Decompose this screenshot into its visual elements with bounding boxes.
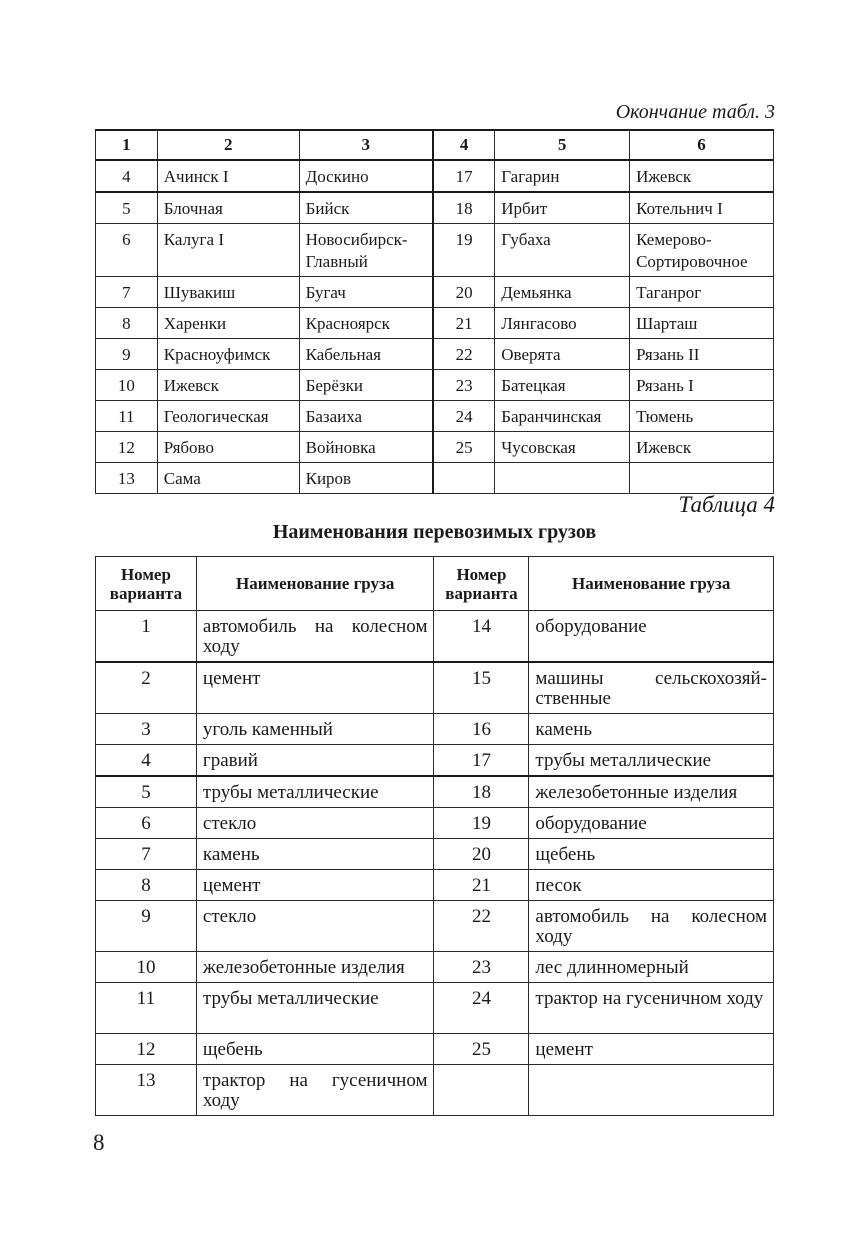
table-row (96, 714, 774, 745)
table-cell: 19 (433, 224, 495, 277)
table-cell: песок (529, 870, 774, 901)
table-cell: Ирбит (495, 192, 630, 224)
table-cell: 12 (96, 1034, 197, 1065)
column-header: 5 (495, 130, 630, 160)
table-cell: Гагарин (495, 160, 630, 192)
column-header-cargo: Наименование груза (529, 557, 774, 611)
table-cell: Берёзки (299, 370, 433, 401)
table-row (96, 339, 774, 370)
table-cell: Бийск (299, 192, 433, 224)
table-cell: Демьянка (495, 277, 630, 308)
cargo-table (95, 556, 774, 1116)
table-caption: Таблица 4 (678, 492, 775, 517)
table-cell (529, 1065, 774, 1116)
table-cell: Чусовская (495, 432, 630, 463)
table-cell: Рязань II (630, 339, 774, 370)
table-cell: 11 (96, 983, 197, 1034)
table-cell: 9 (96, 339, 158, 370)
table-cell: 10 (96, 370, 158, 401)
table-cell (433, 463, 495, 494)
table-row (96, 160, 774, 192)
table-cell: Доскино (299, 160, 433, 192)
table-row (96, 370, 774, 401)
table-row (96, 1065, 774, 1116)
table-cell: Кемерово-Сортировочное (630, 224, 774, 277)
table-cell: 8 (96, 870, 197, 901)
table-cell: Батецкая (495, 370, 630, 401)
table-cell: машины сельскохозяй-ственные (529, 662, 774, 714)
table-row (96, 983, 774, 1034)
table-cell: Рябово (157, 432, 299, 463)
table-cell: трубы металлические (529, 745, 774, 777)
table-cell: 18 (433, 192, 495, 224)
table-cell (630, 463, 774, 494)
table-row (96, 662, 774, 714)
table-cell: Ижевск (630, 432, 774, 463)
table-cell: 6 (96, 808, 197, 839)
table-row (96, 870, 774, 901)
table-cell: 9 (96, 901, 197, 952)
table-cell: Войновка (299, 432, 433, 463)
table-cell: Рязань I (630, 370, 774, 401)
table-header-row (96, 130, 774, 160)
table-cell: 13 (96, 463, 158, 494)
table-cell: Тюмень (630, 401, 774, 432)
table-cell: гравий (196, 745, 434, 777)
table-header-row (96, 557, 774, 611)
table-cell: 17 (434, 745, 529, 777)
table-cell: 20 (434, 839, 529, 870)
table-cell (495, 463, 630, 494)
table-cell: оборудование (529, 808, 774, 839)
table-cell: 8 (96, 308, 158, 339)
table-cell: Котельнич I (630, 192, 774, 224)
table-cell: Сама (157, 463, 299, 494)
table-cell: Красноуфимск (157, 339, 299, 370)
table-cell: Баранчинская (495, 401, 630, 432)
table-cell: 25 (433, 432, 495, 463)
table-cell: Таганрог (630, 277, 774, 308)
table-cell: 5 (96, 192, 158, 224)
table-cell: щебень (529, 839, 774, 870)
table-cell: 22 (434, 901, 529, 952)
table-cell: Калуга I (157, 224, 299, 277)
column-header-cargo: Наименование груза (196, 557, 434, 611)
table-cell: Лянгасово (495, 308, 630, 339)
table-cell: стекло (196, 901, 434, 952)
table-cell: 11 (96, 401, 158, 432)
table-cell: Красноярск (299, 308, 433, 339)
table-row (96, 611, 774, 663)
table-cell: 20 (433, 277, 495, 308)
table-row (96, 1034, 774, 1065)
table-cell: камень (529, 714, 774, 745)
table-cell: 24 (433, 401, 495, 432)
table-cell: 16 (434, 714, 529, 745)
column-header-variant: Номер варианта (96, 557, 197, 611)
table-cell: железобетонные изделия (196, 952, 434, 983)
table-row (96, 401, 774, 432)
table-cell: 21 (433, 308, 495, 339)
table-cell: Новосибирск-Главный (299, 224, 433, 277)
table-row (96, 308, 774, 339)
table-cell: Шувакиш (157, 277, 299, 308)
table-cell: цемент (529, 1034, 774, 1065)
table-cell: оборудование (529, 611, 774, 663)
table-cell: 6 (96, 224, 158, 277)
table-cell: Геологическая (157, 401, 299, 432)
column-header: 6 (630, 130, 774, 160)
column-header: 4 (433, 130, 495, 160)
table-row (96, 808, 774, 839)
table-cell: 2 (96, 662, 197, 714)
table-cell: железобетонные изделия (529, 776, 774, 808)
page-number: 8 (93, 1130, 105, 1155)
stations-table (95, 129, 774, 494)
table-cell: Шарташ (630, 308, 774, 339)
table-continuation-caption: Окончание табл. 3 (615, 101, 775, 123)
table-cell: Ижевск (630, 160, 774, 192)
table-cell: автомобиль на колесном ходу (196, 611, 434, 663)
column-header: 2 (157, 130, 299, 160)
table-row (96, 432, 774, 463)
table-cell: Кабельная (299, 339, 433, 370)
table-cell: 1 (96, 611, 197, 663)
table-cell: щебень (196, 1034, 434, 1065)
column-header: 1 (96, 130, 158, 160)
table-cell: 4 (96, 160, 158, 192)
table-row (96, 224, 774, 277)
table-row (96, 192, 774, 224)
table-title: Наименования перевозимых грузов (272, 521, 597, 543)
table-cell: Оверята (495, 339, 630, 370)
table-cell: 12 (96, 432, 158, 463)
table-cell: 14 (434, 611, 529, 663)
table-cell: 10 (96, 952, 197, 983)
table-cell: 7 (96, 839, 197, 870)
table-cell: 7 (96, 277, 158, 308)
table-cell (434, 1065, 529, 1116)
table-cell: 18 (434, 776, 529, 808)
table-cell: 25 (434, 1034, 529, 1065)
table-cell: 22 (433, 339, 495, 370)
table-cell: 19 (434, 808, 529, 839)
table-cell: 13 (96, 1065, 197, 1116)
table-cell: уголь каменный (196, 714, 434, 745)
table-cell: 24 (434, 983, 529, 1034)
table-cell: Бугач (299, 277, 433, 308)
table-cell: Харенки (157, 308, 299, 339)
table-row (96, 745, 774, 777)
table-cell: 17 (433, 160, 495, 192)
table-row (96, 839, 774, 870)
table-cell: камень (196, 839, 434, 870)
table-cell: 23 (434, 952, 529, 983)
table-row (96, 901, 774, 952)
table-cell: Ачинск I (157, 160, 299, 192)
table-cell: трубы металлические (196, 776, 434, 808)
table-cell: лес длинномерный (529, 952, 774, 983)
table-cell: 23 (433, 370, 495, 401)
table-row (96, 277, 774, 308)
table-cell: трактор на гусеничном ходу (196, 1065, 434, 1116)
table-cell: 4 (96, 745, 197, 777)
table-row (96, 776, 774, 808)
table-cell: стекло (196, 808, 434, 839)
table-cell: 3 (96, 714, 197, 745)
table-cell: трубы металлические (196, 983, 434, 1034)
table-cell: 5 (96, 776, 197, 808)
table-cell: трактор на гусеничном ходу (529, 983, 774, 1034)
table-cell: цемент (196, 662, 434, 714)
table-cell: Губаха (495, 224, 630, 277)
column-header: 3 (299, 130, 433, 160)
table-cell: Киров (299, 463, 433, 494)
table-cell: 15 (434, 662, 529, 714)
table-cell: Ижевск (157, 370, 299, 401)
table-cell: Базаиха (299, 401, 433, 432)
table-row (96, 952, 774, 983)
table-cell: цемент (196, 870, 434, 901)
table-row (96, 463, 774, 494)
table-cell: автомобиль на колесном ходу (529, 901, 774, 952)
table-cell: Блочная (157, 192, 299, 224)
column-header-variant: Номер варианта (434, 557, 529, 611)
table-cell: 21 (434, 870, 529, 901)
